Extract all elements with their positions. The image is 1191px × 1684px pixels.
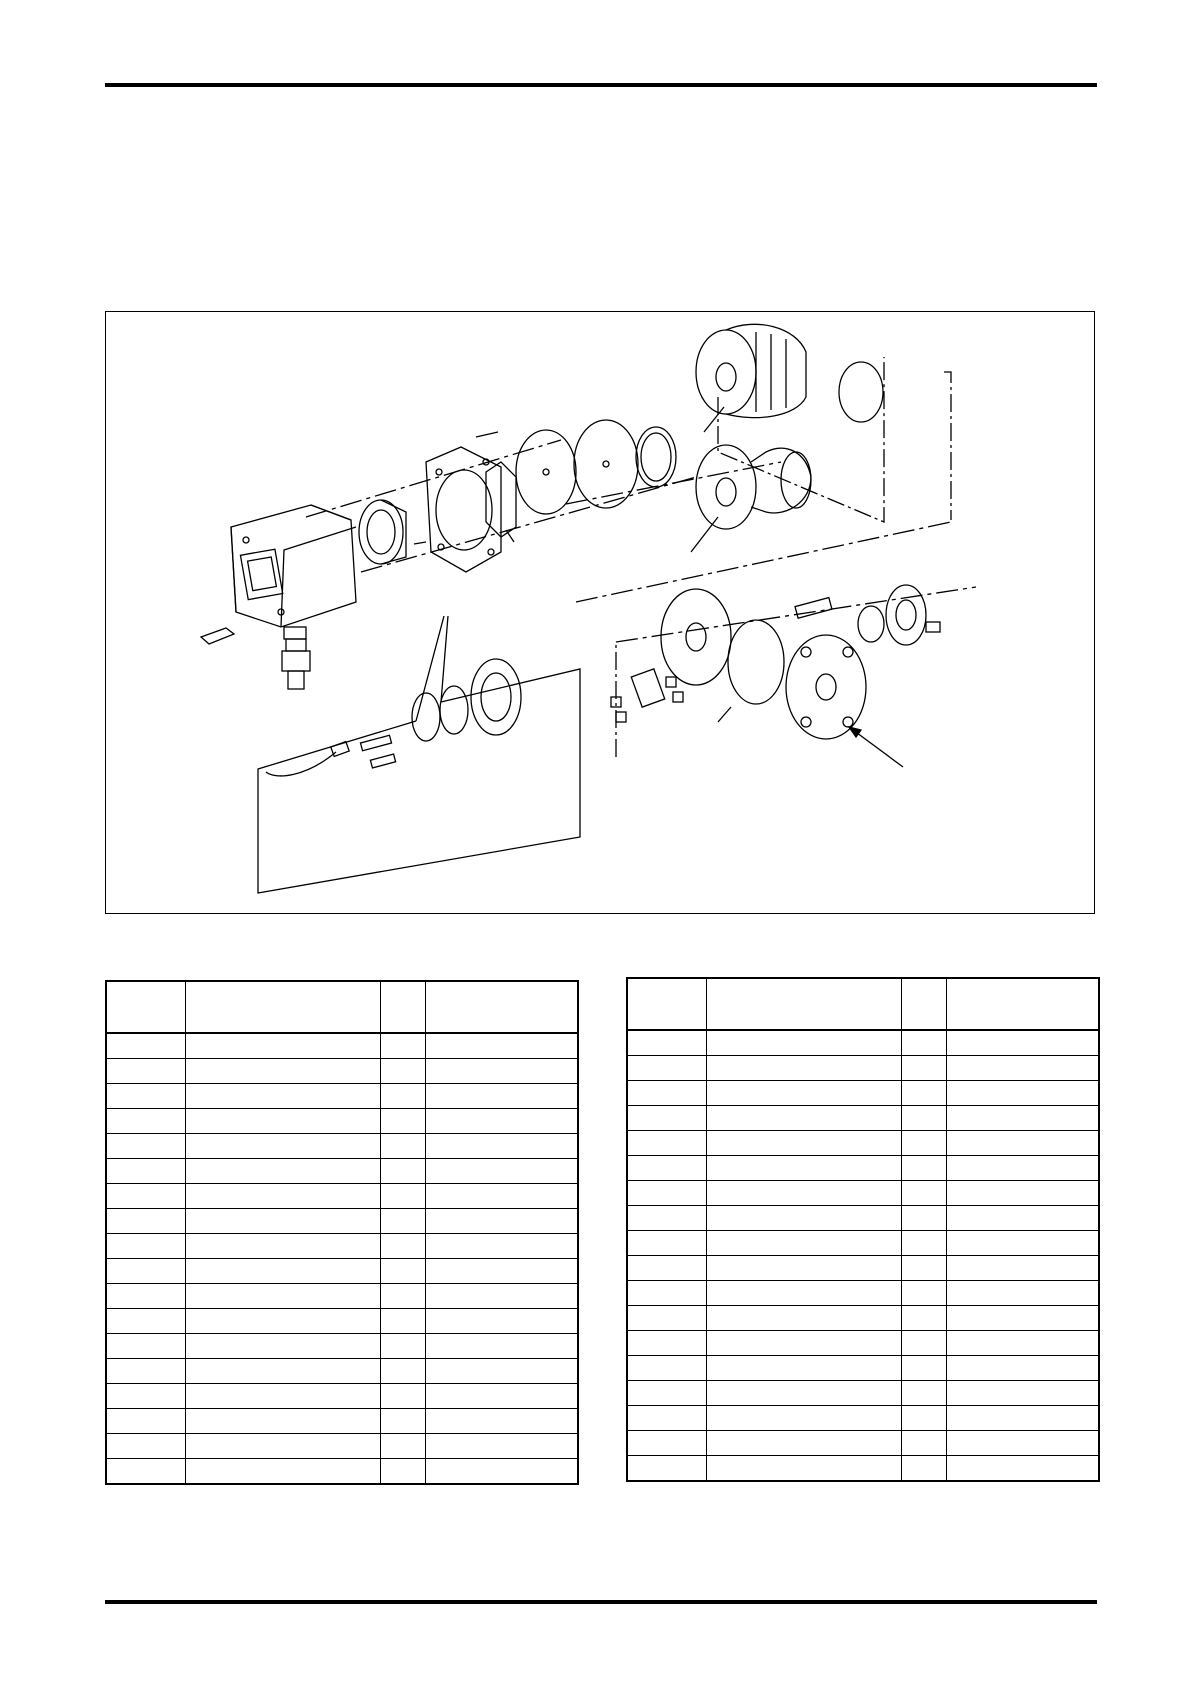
parts-table-left-header-cell [380,981,425,1033]
table-cell [425,1384,578,1409]
table-cell [706,1131,901,1156]
table-cell [106,1409,185,1434]
table-cell [425,1084,578,1109]
table-row [106,1209,578,1234]
table-cell [946,1256,1099,1281]
exploded-view-drawing [106,312,1094,913]
table-cell [627,1356,706,1381]
table-cell [627,1030,706,1056]
table-cell [901,1381,946,1406]
table-cell [380,1059,425,1084]
table-cell [627,1406,706,1431]
diaphragm-plates [516,420,676,514]
table-cell [380,1209,425,1234]
table-row [106,1234,578,1259]
top-rule [105,83,1097,87]
table-cell [706,1406,901,1431]
table-row [106,1384,578,1409]
table-cell [185,1334,380,1359]
table-cell [425,1259,578,1284]
table-cell [627,1456,706,1482]
table-cell [946,1356,1099,1381]
table-cell [901,1331,946,1356]
table-cell [946,1030,1099,1056]
table-cell [185,1409,380,1434]
table-cell [106,1384,185,1409]
table-cell [627,1181,706,1206]
table-cell [425,1284,578,1309]
table-cell [185,1359,380,1384]
table-cell [946,1181,1099,1206]
table-cell [380,1334,425,1359]
table-row [106,1159,578,1184]
table-cell [380,1434,425,1459]
exploded-view-figure [105,311,1095,914]
table-cell [380,1134,425,1159]
table-cell [380,1234,425,1259]
lower-left-bracket [258,616,580,893]
table-cell [185,1184,380,1209]
table-cell [627,1231,706,1256]
table-cell [425,1184,578,1209]
table-cell [106,1234,185,1259]
table-cell [706,1206,901,1231]
table-row [106,1259,578,1284]
table-row [627,1431,1099,1456]
table-cell [185,1084,380,1109]
table-cell [627,1131,706,1156]
table-row [106,1459,578,1485]
table-cell [706,1106,901,1131]
table-cell [106,1184,185,1209]
table-cell [627,1056,706,1081]
seal-ring [839,362,883,422]
table-cell [185,1134,380,1159]
table-row [106,1284,578,1309]
table-cell [380,1084,425,1109]
parts-table-left-header-cell [425,981,578,1033]
table-row [627,1081,1099,1106]
table-cell [946,1431,1099,1456]
table-cell [901,1356,946,1381]
table-cell [627,1381,706,1406]
housing-clip [201,628,234,644]
table-cell [706,1306,901,1331]
table-cell [106,1109,185,1134]
table-cell [106,1334,185,1359]
table-cell [106,1434,185,1459]
table-cell [901,1156,946,1181]
table-cell [380,1409,425,1434]
parts-table-right-header-row [627,978,1099,1030]
table-cell [706,1030,901,1056]
table-cell [901,1281,946,1306]
cable-gland [282,627,310,689]
parts-table-right-header-cell [706,978,901,1030]
parts-table-left [105,980,579,1485]
table-row [627,1030,1099,1056]
table-cell [380,1184,425,1209]
table-row [627,1206,1099,1231]
table-row [627,1156,1099,1181]
table-cell [706,1156,901,1181]
table-row [627,1131,1099,1156]
table-row [627,1306,1099,1331]
table-cell [706,1331,901,1356]
table-row [627,1231,1099,1256]
table-cell [185,1033,380,1059]
table-cell [425,1409,578,1434]
table-cell [106,1284,185,1309]
sensor-ring [359,500,406,564]
table-cell [706,1081,901,1106]
table-cell [946,1131,1099,1156]
table-cell [706,1456,901,1482]
table-row [627,1381,1099,1406]
table-cell [380,1159,425,1184]
table-cell [901,1131,946,1156]
table-row [627,1256,1099,1281]
table-cell [425,1134,578,1159]
table-cell [380,1259,425,1284]
table-cell [946,1306,1099,1331]
parts-table-right-header-cell [901,978,946,1030]
table-cell [185,1284,380,1309]
table-cell [627,1106,706,1131]
table-row [627,1056,1099,1081]
table-row [106,1059,578,1084]
table-cell [901,1081,946,1106]
table-row [627,1181,1099,1206]
table-cell [425,1234,578,1259]
table-cell [425,1459,578,1485]
table-cell [380,1384,425,1409]
table-cell [106,1084,185,1109]
table-row [627,1406,1099,1431]
table-cell [901,1456,946,1482]
table-cell [946,1331,1099,1356]
table-cell [185,1259,380,1284]
table-cell [901,1256,946,1281]
table-cell [185,1234,380,1259]
table-cell [106,1209,185,1234]
table-cell [425,1209,578,1234]
table-cell [627,1081,706,1106]
table-cell [627,1331,706,1356]
table-cell [706,1056,901,1081]
parts-table-left-header-cell [185,981,380,1033]
table-row [627,1356,1099,1381]
table-cell [901,1106,946,1131]
table-cell [425,1334,578,1359]
table-cell [946,1106,1099,1131]
parts-table-right-body [627,978,1099,1481]
table-cell [946,1156,1099,1181]
table-cell [901,1231,946,1256]
leader-lines [506,407,903,767]
table-row [106,1334,578,1359]
table-cell [380,1459,425,1485]
table-cell [380,1109,425,1134]
table-cell [706,1281,901,1306]
table-row [627,1456,1099,1482]
table-row [106,1309,578,1334]
table-cell [185,1159,380,1184]
upper-right-bracket [718,357,951,522]
table-cell [706,1381,901,1406]
table-cell [425,1359,578,1384]
table-row [106,1109,578,1134]
table-cell [901,1206,946,1231]
bottom-rule [105,1600,1097,1604]
table-cell [185,1309,380,1334]
table-cell [901,1181,946,1206]
table-cell [185,1109,380,1134]
table-cell [425,1059,578,1084]
table-cell [946,1056,1099,1081]
table-cell [425,1159,578,1184]
table-row [106,1134,578,1159]
table-cell [627,1281,706,1306]
table-cell [106,1309,185,1334]
meter-housing [231,505,356,627]
table-row [106,1409,578,1434]
table-cell [425,1109,578,1134]
table-cell [946,1381,1099,1406]
table-cell [901,1431,946,1456]
table-cell [106,1459,185,1485]
table-cell [627,1256,706,1281]
table-row [106,1033,578,1059]
table-cell [946,1456,1099,1482]
table-cell [185,1384,380,1409]
table-cell [627,1206,706,1231]
table-cell [185,1059,380,1084]
table-cell [901,1030,946,1056]
table-cell [106,1059,185,1084]
table-row [106,1184,578,1209]
table-cell [706,1256,901,1281]
table-cell [380,1033,425,1059]
parts-table-left-header-row [106,981,578,1033]
table-cell [106,1159,185,1184]
table-cell [627,1431,706,1456]
parts-table-right [626,977,1100,1482]
table-cell [106,1134,185,1159]
table-cell [106,1359,185,1384]
table-cell [706,1431,901,1456]
table-cell [946,1281,1099,1306]
flange-plate [414,432,501,572]
table-cell [946,1081,1099,1106]
table-cell [946,1206,1099,1231]
table-cell [946,1406,1099,1431]
table-row [106,1434,578,1459]
table-cell [425,1033,578,1059]
table-cell [185,1459,380,1485]
table-row [627,1331,1099,1356]
table-cell [106,1259,185,1284]
table-row [106,1084,578,1109]
detail-parts-lower-right [611,585,940,739]
table-cell [627,1156,706,1181]
table-cell [901,1056,946,1081]
table-cell [185,1434,380,1459]
parts-table-left-header-cell [106,981,185,1033]
table-cell [706,1181,901,1206]
table-cell [380,1359,425,1384]
table-row [627,1106,1099,1131]
table-cell [901,1406,946,1431]
table-row [106,1359,578,1384]
table-cell [901,1306,946,1331]
table-row [627,1281,1099,1306]
table-cell [380,1284,425,1309]
table-cell [185,1209,380,1234]
table-cell [106,1033,185,1059]
parts-table-right-header-cell [627,978,706,1030]
table-cell [706,1231,901,1256]
table-cell [706,1356,901,1381]
table-cell [380,1309,425,1334]
upper-body [696,324,806,417]
table-cell [425,1434,578,1459]
table-cell [946,1231,1099,1256]
parts-table-left-body [106,981,578,1484]
table-cell [627,1306,706,1331]
table-cell [425,1309,578,1334]
parts-table-right-header-cell [946,978,1099,1030]
lower-body [696,445,811,529]
